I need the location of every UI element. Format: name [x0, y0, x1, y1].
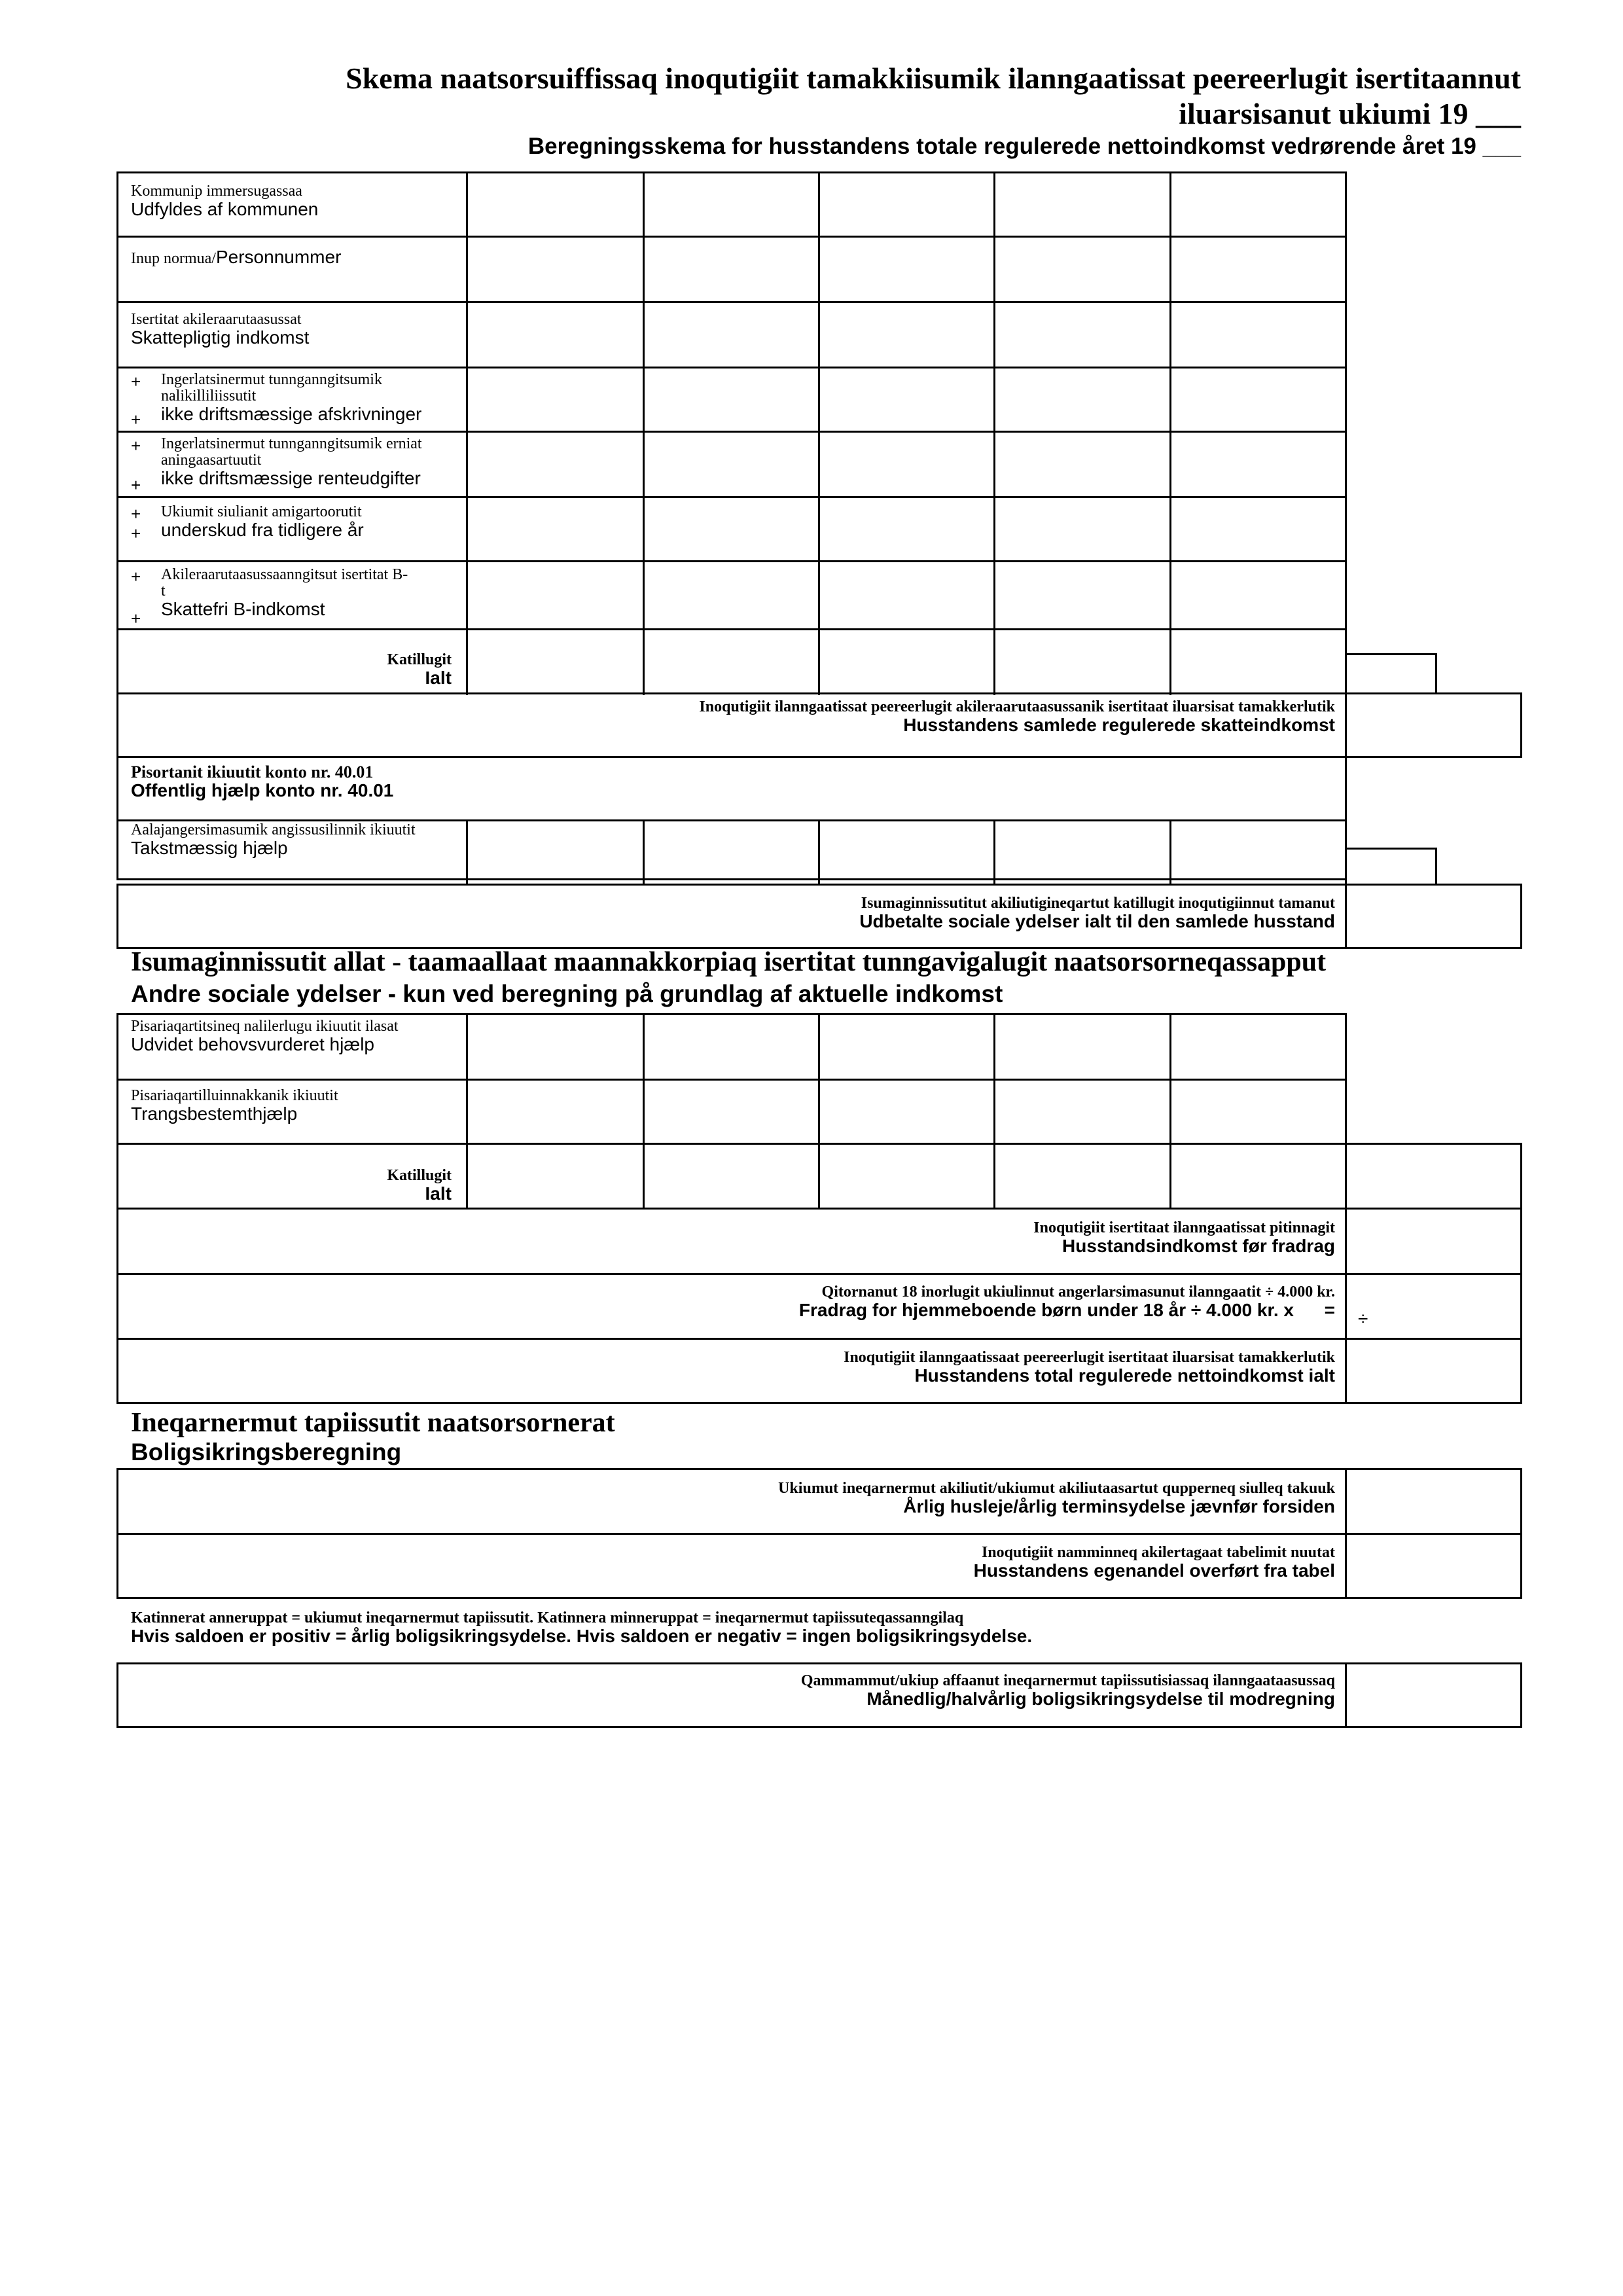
- takst-label: Aalajangersimasumik angissusilinnik ikiuutit Takstmæssig hjælp: [131, 821, 416, 859]
- combined-result-box[interactable]: [1345, 692, 1522, 758]
- saldo-note: Katinnerat anneruppat = ukiumut ineqarnermut tapiissutit. Katinnera minneruppat = ineqarnermut tapiissuteqassanngilaq Hvis saldoen er positiv = årlig boligsikringsydelse. Hvis saldoen er negativ = ingen boligsikringsydelse.: [131, 1609, 1033, 1647]
- children-sign: ÷: [1358, 1308, 1368, 1329]
- title-danish: Beregningsskema for husstandens totale regulerede nettoindkomst vedrørende året 19 ___: [527, 134, 1521, 159]
- row-personnummer: Inup normua/Personnummer: [131, 247, 342, 267]
- net-income-label: Inoqutigiit ilanngaatissaat peereerlugit isertitaat iluarsisat tamakkerlutik Husstandens total regulerede nettoindkomst ialt: [844, 1349, 1335, 1386]
- row-deficit: Ukiumit siulianit amigartoorutit underskud fra tidligere år: [161, 503, 364, 541]
- row-municipality: Kommunip immersugassaa Udfyldes af kommunen: [131, 183, 319, 220]
- section3-heading-gl: Ineqarnermut tapiissutit naatsorsornerat: [131, 1408, 615, 1438]
- total-result-box[interactable]: [1345, 653, 1437, 694]
- row-depreciation: Ingerlatsinermut tunnganngitsumik nalikilliliissutit ikke driftsmæssige afskrivninger: [161, 371, 422, 425]
- row-taxable-income: Isertitat akileraarutaasussat Skattepligtig indkomst: [131, 311, 310, 348]
- share-label: Inoqutigiit namminneq akilertagaat tabelimit nuutat Husstandens egenandel overført fra tabel: [973, 1544, 1335, 1581]
- section2-total-label: Katillugit Ialt: [387, 1167, 452, 1204]
- title-greenlandic-year: iluarsisanut ukiumi 19 ___: [1179, 97, 1521, 130]
- row-b-income: Akileraarutaasussaanngitsut isertitat B-t Skattefri B-indkomst: [161, 566, 408, 620]
- monthly-label: Qammammut/ukiup affaanut ineqarnermut tapiissutisiassaq ilanngaataasussaq Månedlig/halvårlig boligsikringsydelse til modregning: [800, 1672, 1335, 1710]
- rent-label: Ukiumut ineqarnermut akiliutit/ukiumut akiliutaasartut qupperneq siulleq takuuk Årlig husleje/årlig terminsydelse jævnfør forsiden: [778, 1480, 1335, 1517]
- title-greenlandic: Skema naatsorsuiffissaq inoqutigiit tamakkiisumik ilanngaatissat peereerlugit isertitaannut: [346, 62, 1521, 95]
- takst-result-box[interactable]: [1345, 848, 1437, 886]
- children-deduction-label: Qitornanut 18 inorlugit ukiulinnut angerlarsimasunut ilanngaatit ÷ 4.000 kr. Fradrag for hjemmeboende børn under 18 år ÷ 4.000 kr. x =: [798, 1283, 1335, 1321]
- combined-label: Inoqutigiit ilanngaatissat peereerlugit akileraarutaasussanik isertitaat iluarsisat tamakkerlutik Husstandens samlede regulerede skatteindkomst: [699, 698, 1335, 736]
- public-aid-label: Pisortanit ikiuutit konto nr. 40.01 Offentlig hjælp konto nr. 40.01: [131, 762, 394, 801]
- section2-total-result-box[interactable]: [1345, 1143, 1522, 1210]
- section2-heading-da: Andre sociale ydelser - kun ved beregning på grundlag af aktuelle indkomst: [131, 980, 1003, 1007]
- total-label: Katillugit Ialt: [387, 651, 452, 689]
- row-extended-aid: Pisariaqartitsineq nalilerlugu ikiuutit ilasat Udvidet behovsvurderet hjælp: [131, 1018, 399, 1055]
- before-deduction-label: Inoqutigiit isertitaat ilanngaatissat pitinnagit Husstandsindkomst før fradrag: [1033, 1219, 1335, 1257]
- section3-heading-da: Boligsikringsberegning: [131, 1439, 402, 1465]
- row-need-aid: Pisariaqartilluinnakkanik ikiuutit Trangsbestemthjælp: [131, 1087, 338, 1124]
- social-total-label: Isumaginnissutitut akiliutigineqartut katillugit inoqutigiinnut tamanut Udbetalte sociale ydelser ialt til den samlede husstand: [859, 895, 1335, 932]
- row-interest: Ingerlatsinermut tunnganngitsumik erniat aningaasartuutit ikke driftsmæssige renteudgifter: [161, 435, 422, 489]
- section2-heading-gl: Isumaginnissutit allat - taamaallaat maannakkorpiaq isertitat tunngavigalugit naatsorsorneqassapput: [131, 947, 1327, 977]
